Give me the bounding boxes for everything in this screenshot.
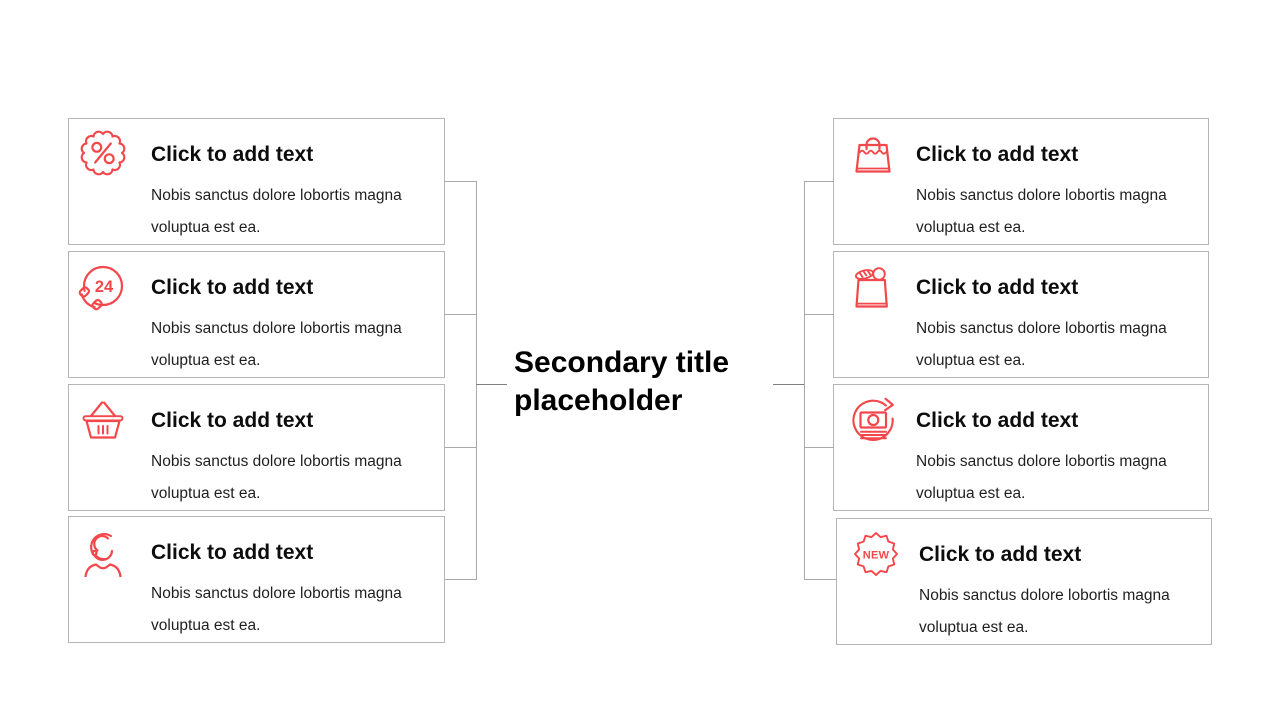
- connector-right-stub-3: [804, 447, 834, 448]
- card-body[interactable]: Nobis sanctus dolore lobortis magna voluptua est ea.: [151, 320, 402, 369]
- card-title[interactable]: Click to add text: [151, 276, 314, 299]
- phone-24h-icon: [77, 260, 129, 312]
- card-new-badge[interactable]: [836, 518, 1212, 645]
- connector-right-center: [773, 384, 804, 385]
- connector-left-stub-1: [445, 181, 476, 182]
- card-basket[interactable]: [68, 384, 445, 511]
- card-body[interactable]: Nobis sanctus dolore lobortis magna voluptua est ea.: [151, 453, 402, 502]
- new-badge-icon: [850, 528, 902, 580]
- card-support-agent[interactable]: [68, 516, 445, 643]
- card-grocery-bag[interactable]: [833, 251, 1209, 378]
- grocery-bag-icon: [847, 261, 899, 313]
- card-title[interactable]: Click to add text: [916, 409, 1079, 432]
- card-money-back[interactable]: [833, 384, 1209, 511]
- shopping-bag-icon: [847, 128, 899, 180]
- connector-right-stub-2: [804, 314, 834, 315]
- card-discount[interactable]: [68, 118, 445, 245]
- money-back-icon: [847, 394, 899, 446]
- shopping-basket-icon: [77, 393, 129, 445]
- card-body[interactable]: Nobis sanctus dolore lobortis magna voluptua est ea.: [151, 187, 402, 236]
- card-title[interactable]: Click to add text: [919, 543, 1082, 566]
- card-title[interactable]: Click to add text: [151, 409, 314, 432]
- connector-left-stub-2: [445, 314, 476, 315]
- card-body[interactable]: Nobis sanctus dolore lobortis magna voluptua est ea.: [916, 187, 1167, 236]
- card-body[interactable]: Nobis sanctus dolore lobortis magna voluptua est ea.: [916, 320, 1167, 369]
- connector-left-stub-3: [445, 447, 476, 448]
- new-badge-label: NEW: [862, 549, 890, 562]
- connector-right-stub-4: [804, 579, 837, 580]
- card-title[interactable]: Click to add text: [151, 541, 314, 564]
- card-title[interactable]: Click to add text: [151, 143, 314, 166]
- phone-24h-label: 24: [94, 278, 114, 296]
- connector-left-stub-4: [445, 579, 476, 580]
- card-title[interactable]: Click to add text: [916, 143, 1079, 166]
- support-agent-icon: [77, 525, 129, 577]
- connector-left-vertical: [476, 181, 477, 580]
- connector-left-center: [476, 384, 507, 385]
- connector-right-stub-1: [804, 181, 834, 182]
- card-phone-24h[interactable]: [68, 251, 445, 378]
- card-body[interactable]: Nobis sanctus dolore lobortis magna voluptua est ea.: [151, 585, 402, 634]
- card-body[interactable]: Nobis sanctus dolore lobortis magna voluptua est ea.: [919, 587, 1170, 636]
- card-shopping-bag[interactable]: [833, 118, 1209, 245]
- card-title[interactable]: Click to add text: [916, 276, 1079, 299]
- secondary-title-placeholder[interactable]: Secondary title placeholder: [514, 346, 730, 417]
- connector-right-vertical: [804, 181, 805, 580]
- card-body[interactable]: Nobis sanctus dolore lobortis magna voluptua est ea.: [916, 453, 1167, 502]
- discount-badge-icon: [77, 127, 129, 179]
